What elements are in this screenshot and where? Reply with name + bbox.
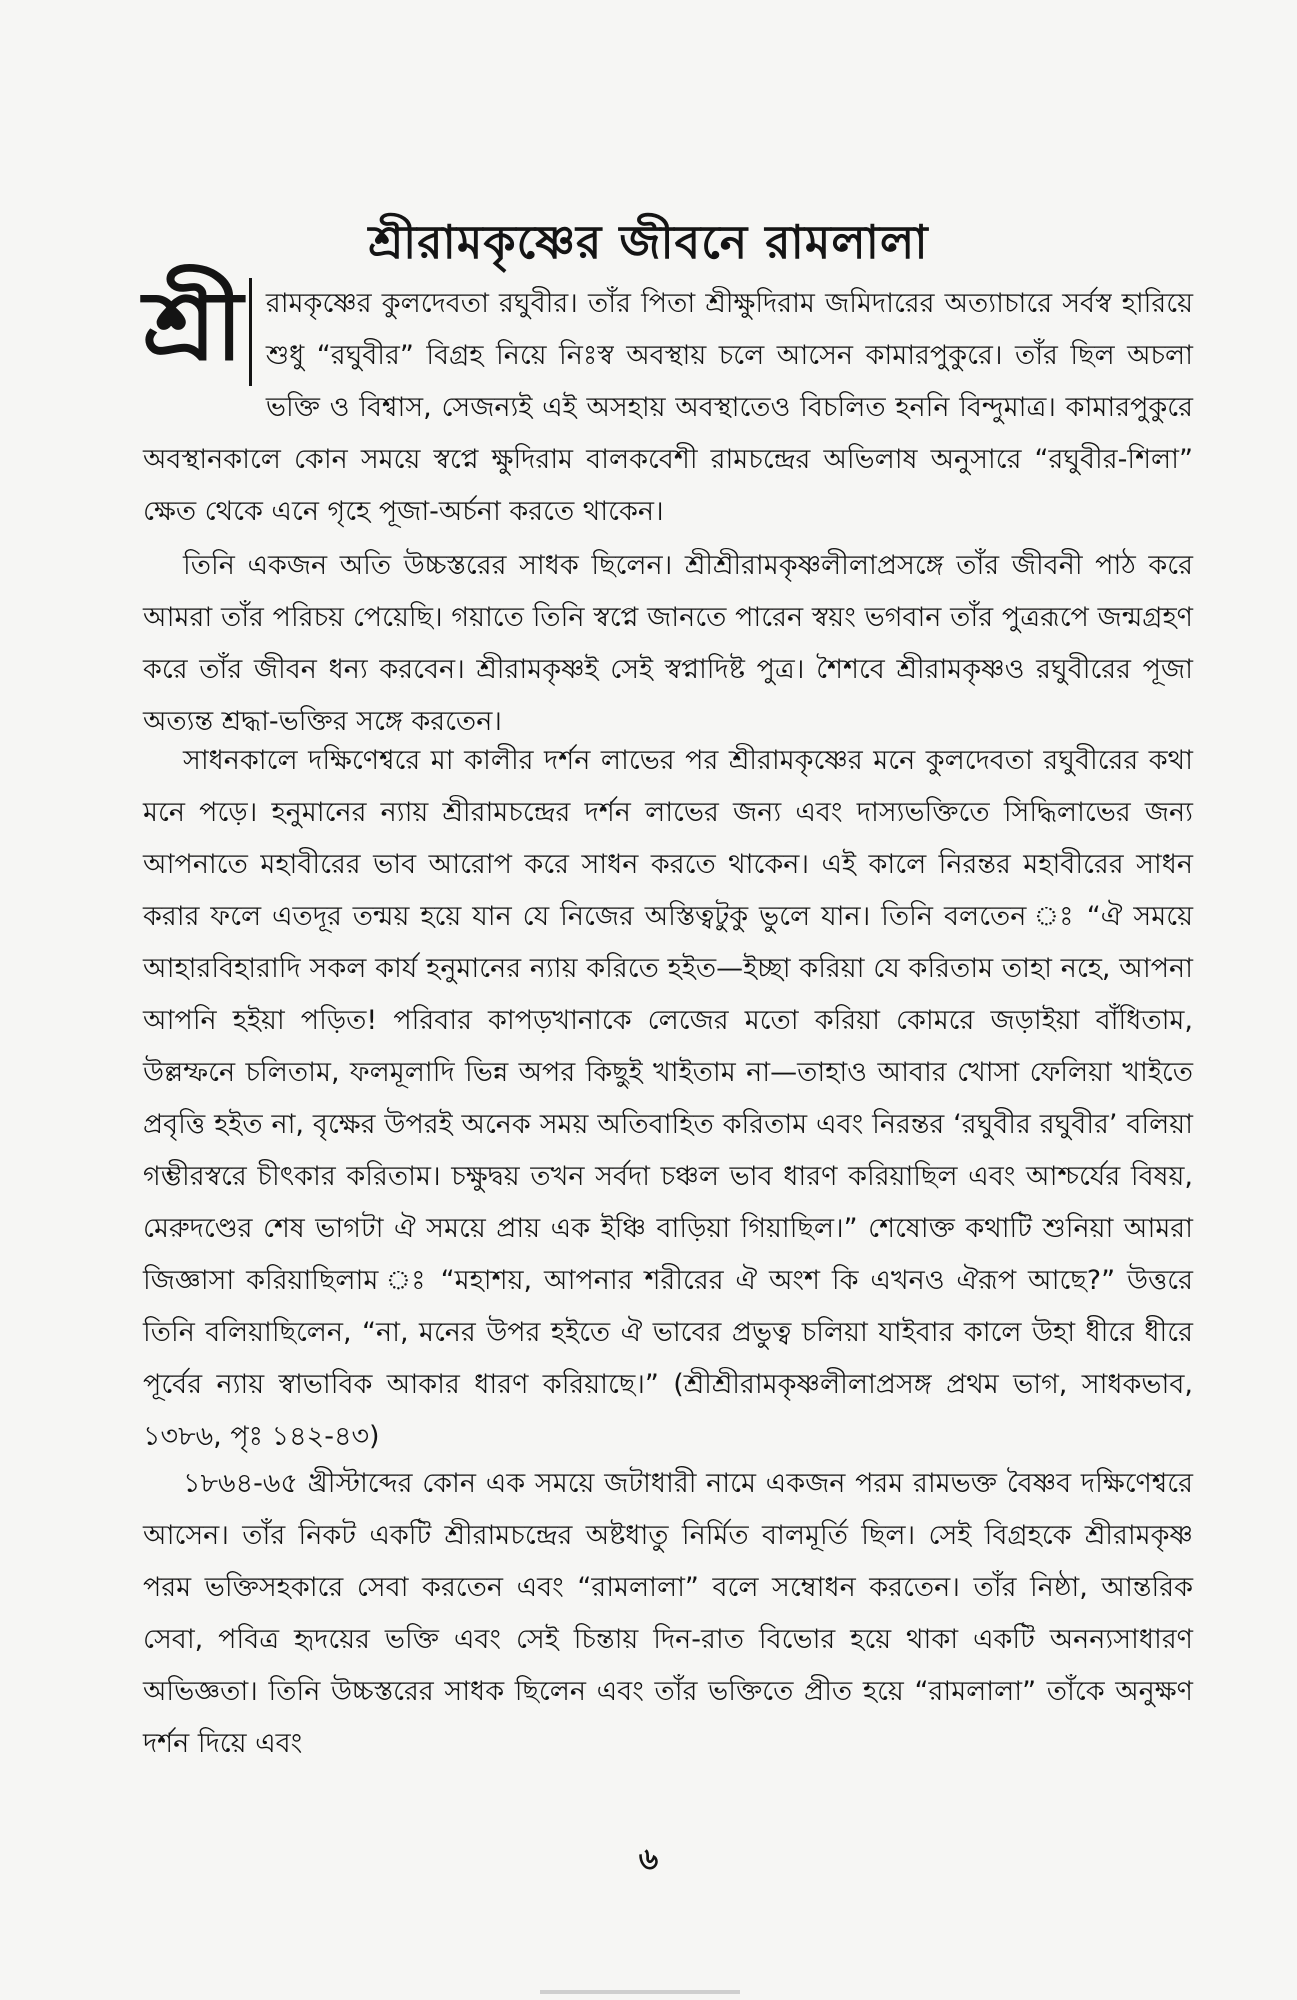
chapter-title: শ্রীরামকৃষ্ণের জীবনে রামলালা <box>368 215 929 269</box>
paragraph-1 <box>143 270 1193 527</box>
paragraph-3-text: সাধনকালে দক্ষিণেশ্বরে মা কালীর দর্শন লাভের পর শ্রীরামকৃষ্ণের মনে কুলদেবতা রঘুবীরের কথা মনে পড়ে। হনুমানের ন্যায় শ্রীরামচন্দ্রের দর্শন লাভের জন্য এবং দাস্যভক্তিতে সিদ্ধিলাভের জন্য আপনাতে মহাবীরের ভাব আরোপ করে সাধন করতে থাকেন। এই কালে নিরন্তর মহাবীরের সাধন করার ফলে এতদূর তন্ময় হয়ে যান যে নিজের অস্তিত্বটুকু ভুলে যান। তিনি বলতেন ঃ “ঐ সময়ে আহারবিহারাদি সকল কার্য হনুমানের ন্যায় করিতে হইত—ইচ্ছা করিয়া যে করিতাম তাহা নহে, আপনা আপনি হইয়া পড়িত! পরিবার কাপড়খানাকে লেজের মতো করিয়া কোমরে জড়াইয়া বাঁধিতাম, উল্লম্ফনে চলিতাম, ফলমূলাদি ভিন্ন অপর কিছুই খাইতাম না—তাহাও আবার খোসা ফেলিয়া খাইতে প্রবৃত্তি হইত না, বৃক্ষের উপরই অনেক সময় অতিবাহিত করিতাম এবং নিরন্তর ‘রঘুবীর রঘুবীর’ বলিয়া গম্ভীরস্বরে চীৎকার করিতাম। চক্ষুদ্বয় তখন সর্বদা চঞ্চল ভাব ধারণ করিয়াছিল এবং আশ্চর্যের বিষয়, মেরুদণ্ডের শেষ ভাগটা ঐ সময়ে প্রায় এক ইঞ্চি বাড়িয়া গিয়াছিল।” শেষোক্ত কথাটি শুনিয়া আমরা জিজ্ঞাসা করিয়াছিলাম ঃ “মহাশয়, আপনার শরীরের ঐ অংশ কি এখনও ঐরূপ আছে?” উত্তরে তিনি বলিয়াছিলেন, “না, মনের উপর হইতে ঐ ভাবের প্রভুত্ব চলিয়া যাইবার কালে উহা ধীরে ধীরে পূর্বের ন্যায় স্বাভাবিক আকার ধারণ করিয়াছে।” (শ্রীশ্রীরামকৃষ্ণলীলাপ্রসঙ্গ প্রথম ভাগ, সাধকভাব, ১৩৮৬, পৃঃ ১৪২-৪৩) <box>143 745 1193 1452</box>
bottom-edge-mark <box>540 1990 740 1994</box>
paragraph-4-text: ১৮৬৪-৬৫ খ্রীস্টাব্দের কোন এক সময়ে জটাধারী নামে একজন পরম রামভক্ত বৈষ্ণব দক্ষিণেশ্বরে আসেন। তাঁর নিকট একটি শ্রীরামচন্দ্রের অষ্টধাতু নির্মিত বালমূর্তি ছিল। সেই বিগ্রহকে শ্রীরামকৃষ্ণ পরম ভক্তিসহকারে সেবা করতেন এবং “রামলালা” বলে সম্বোধন করতেন। তাঁর নিষ্ঠা, আন্তরিক সেবা, পবিত্র হৃদয়ের ভক্তি এবং সেই চিন্তায় দিন-রাত বিভোর হয়ে থাকা একটি অনন্যসাধারণ অভিজ্ঞতা। তিনি উচ্চস্তরের সাধক ছিলেন এবং তাঁর ভক্তিতে প্রীত হয়ে “রামলালা” তাঁকে অনুক্ষণ দর্শন দিয়ে এবং <box>143 1468 1193 1759</box>
paragraph-4 <box>143 1458 1193 1798</box>
paragraph-2-text: তিনি একজন অতি উচ্চস্তরের সাধক ছিলেন। শ্রীশ্রীরামকৃষ্ণলীলাপ্রসঙ্গে তাঁর জীবনী পাঠ করে আমরা তাঁর পরিচয় পেয়েছি। গয়াতে তিনি স্বপ্নে জানতে পারেন স্বয়ং ভগবান তাঁর পুত্ররূপে জন্মগ্রহণ করে তাঁর জীবন ধন্য করবেন। শ্রীরামকৃষ্ণই সেই স্বপ্নাদিষ্ট পুত্র। শৈশবে শ্রীরামকৃষ্ণও রঘুবীরের পূজা অত্যন্ত শ্রদ্ধা-ভক্তির সঙ্গে করতেন। <box>143 550 1193 737</box>
paragraph-1-text: রামকৃষ্ণের কুলদেবতা রঘুবীর। তাঁর পিতা শ্রীক্ষুদিরাম জমিদারের অত্যাচারে সর্বস্ব হারিয়ে শুধু “রঘুবীর” বিগ্রহ নিয়ে নিঃস্ব অবস্থায় চলে আসেন কামারপুকুরে। তাঁর ছিল অচলা ভক্তি ও বিশ্বাস, সেজন্যই এই অসহায় অবস্থাতেও বিচলিত হননি বিন্দুমাত্র। কামারপুকুরে অবস্থানকালে কোন সময়ে স্বপ্নে ক্ষুদিরাম বালকবেশী রামচন্দ্রের অভিলাষ অনুসারে “রঘুবীর-শিলা” ক্ষেত থেকে এনে গৃহে পূজা-অর্চনা করতে থাকেন। <box>143 288 1193 527</box>
paragraph-2 <box>143 540 1193 737</box>
dropcap: শ্রী <box>143 278 252 386</box>
page-number: ৬ <box>638 1842 659 1877</box>
paragraph-3 <box>143 735 1193 1452</box>
